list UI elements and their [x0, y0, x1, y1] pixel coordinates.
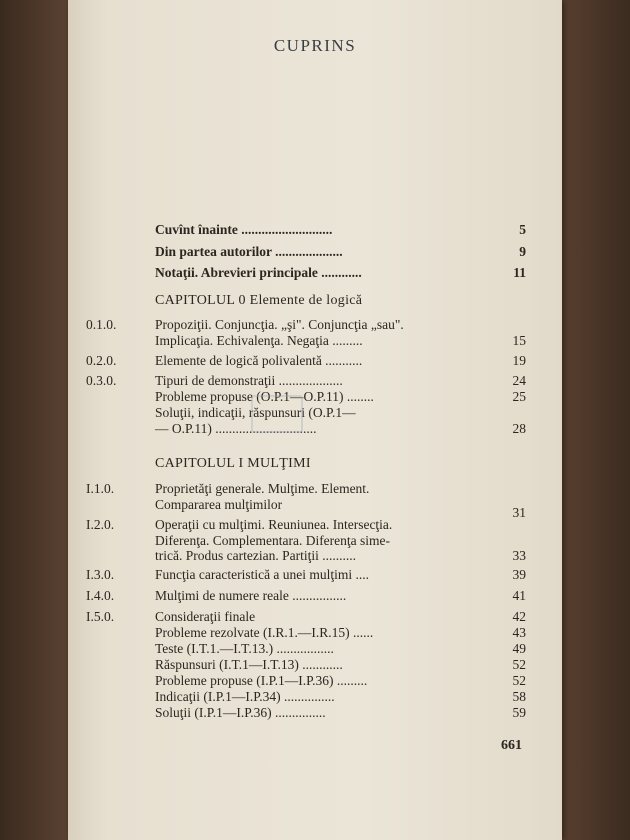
toc-entry-line: Elemente de logică polivalentă ...........	[155, 353, 363, 368]
toc-entry-line: trică. Produs cartezian. Partiţii ..........	[155, 548, 356, 563]
toc-entry-line: — O.P.11) ..............................	[155, 420, 317, 436]
book-page	[68, 0, 562, 840]
section-number: I.5.0.	[86, 609, 115, 624]
toc-entry-line: Tipuri de demonstraţii ...................	[155, 373, 343, 388]
toc-entry-page: 42	[512, 609, 526, 624]
chapter-heading: CAPITOLUL I MULŢIMI	[155, 456, 311, 471]
toc-entry-page: 15	[512, 332, 526, 348]
toc-entry-line: Soluţii, indicaţii, răspunsuri (O.P.1—	[155, 405, 356, 420]
toc-entry-line: Teste (I.T.1.—I.T.13.) .................	[155, 641, 334, 656]
section-number: I.3.0.	[86, 567, 115, 582]
toc-entry-line: Funcţia caracteristică a unei mulţimi ....	[155, 567, 370, 582]
toc-entry-page: 52	[512, 673, 526, 688]
page-number: 661	[501, 738, 522, 753]
toc-entry-line: Proprietăţi generale. Mulţime. Element.	[155, 481, 370, 496]
section-number: I.2.0.	[86, 517, 115, 532]
toc-entry-line: Implicaţia. Echivalenţa. Negaţia .........	[155, 332, 363, 348]
background-left	[0, 0, 68, 840]
toc-entry-line: Probleme propuse (O.P.1—O.P.11) ........	[155, 389, 374, 404]
watermark-logo	[251, 395, 303, 433]
toc-entry-line: Diferenţa. Complementara. Diferenţa sime-	[155, 532, 391, 548]
toc-entry-line: Propoziţii. Conjuncţia. „şi". Conjuncţia „sau".	[155, 317, 404, 332]
toc-entry-page: 24	[512, 373, 526, 388]
toc-entry-line: Soluţii (I.P.1—I.P.36) ...............	[155, 705, 326, 720]
toc-entry-line: Mulţimi de numere reale ................	[155, 588, 347, 603]
section-number: 0.2.0.	[86, 353, 117, 368]
toc-entry-page: 33	[512, 548, 526, 563]
toc-entry-page: 11	[513, 265, 526, 280]
toc-entry-page: 9	[519, 244, 526, 259]
toc-entry-page: 5	[519, 222, 526, 237]
toc-entry-page: 49	[512, 641, 526, 656]
chapter-heading: CAPITOLUL 0 Elemente de logică	[155, 293, 363, 308]
toc-entry-line: Compararea mulţimilor	[155, 496, 283, 512]
toc-entry-title: Notaţii. Abrevieri principale ............	[155, 265, 362, 280]
section-number: 0.3.0.	[86, 373, 117, 388]
toc-entry-page: 31	[512, 504, 526, 520]
toc-entry-page: 25	[512, 389, 526, 404]
toc-entry-line: Consideraţii finale	[155, 609, 256, 624]
toc-entry-page: 39	[512, 567, 526, 582]
toc-entry-line: Operaţii cu mulţimi. Reuniunea. Intersecţia.	[155, 517, 393, 532]
toc-entry-line: Răspunsuri (I.T.1—I.T.13) ............	[155, 657, 343, 672]
page-title: CUPRINS	[273, 36, 357, 55]
toc-entry-title: Cuvînt înainte ...........................	[155, 222, 333, 237]
toc-entry-page: 28	[512, 420, 526, 436]
section-number: I.4.0.	[86, 588, 115, 603]
toc-entry-line: Probleme propuse (I.P.1—I.P.36) .........	[155, 673, 368, 688]
toc-entry-page: 19	[512, 353, 526, 368]
toc-entry-page: 41	[512, 588, 526, 603]
toc-entry-page: 59	[512, 705, 526, 720]
section-number: I.1.0.	[86, 481, 115, 496]
toc-entry-page: 43	[512, 625, 526, 640]
toc-entry-page: 58	[512, 689, 526, 704]
toc-entry-line: Probleme rezolvate (I.R.1.—I.R.15) ......	[155, 625, 374, 640]
toc-entry-title: Din partea autorilor ....................	[155, 244, 343, 259]
section-number: 0.1.0.	[86, 317, 117, 332]
toc-entry-line: Indicaţii (I.P.1—I.P.34) ...............	[155, 689, 335, 704]
toc-entry-page: 52	[512, 657, 526, 672]
background-right	[560, 0, 630, 840]
